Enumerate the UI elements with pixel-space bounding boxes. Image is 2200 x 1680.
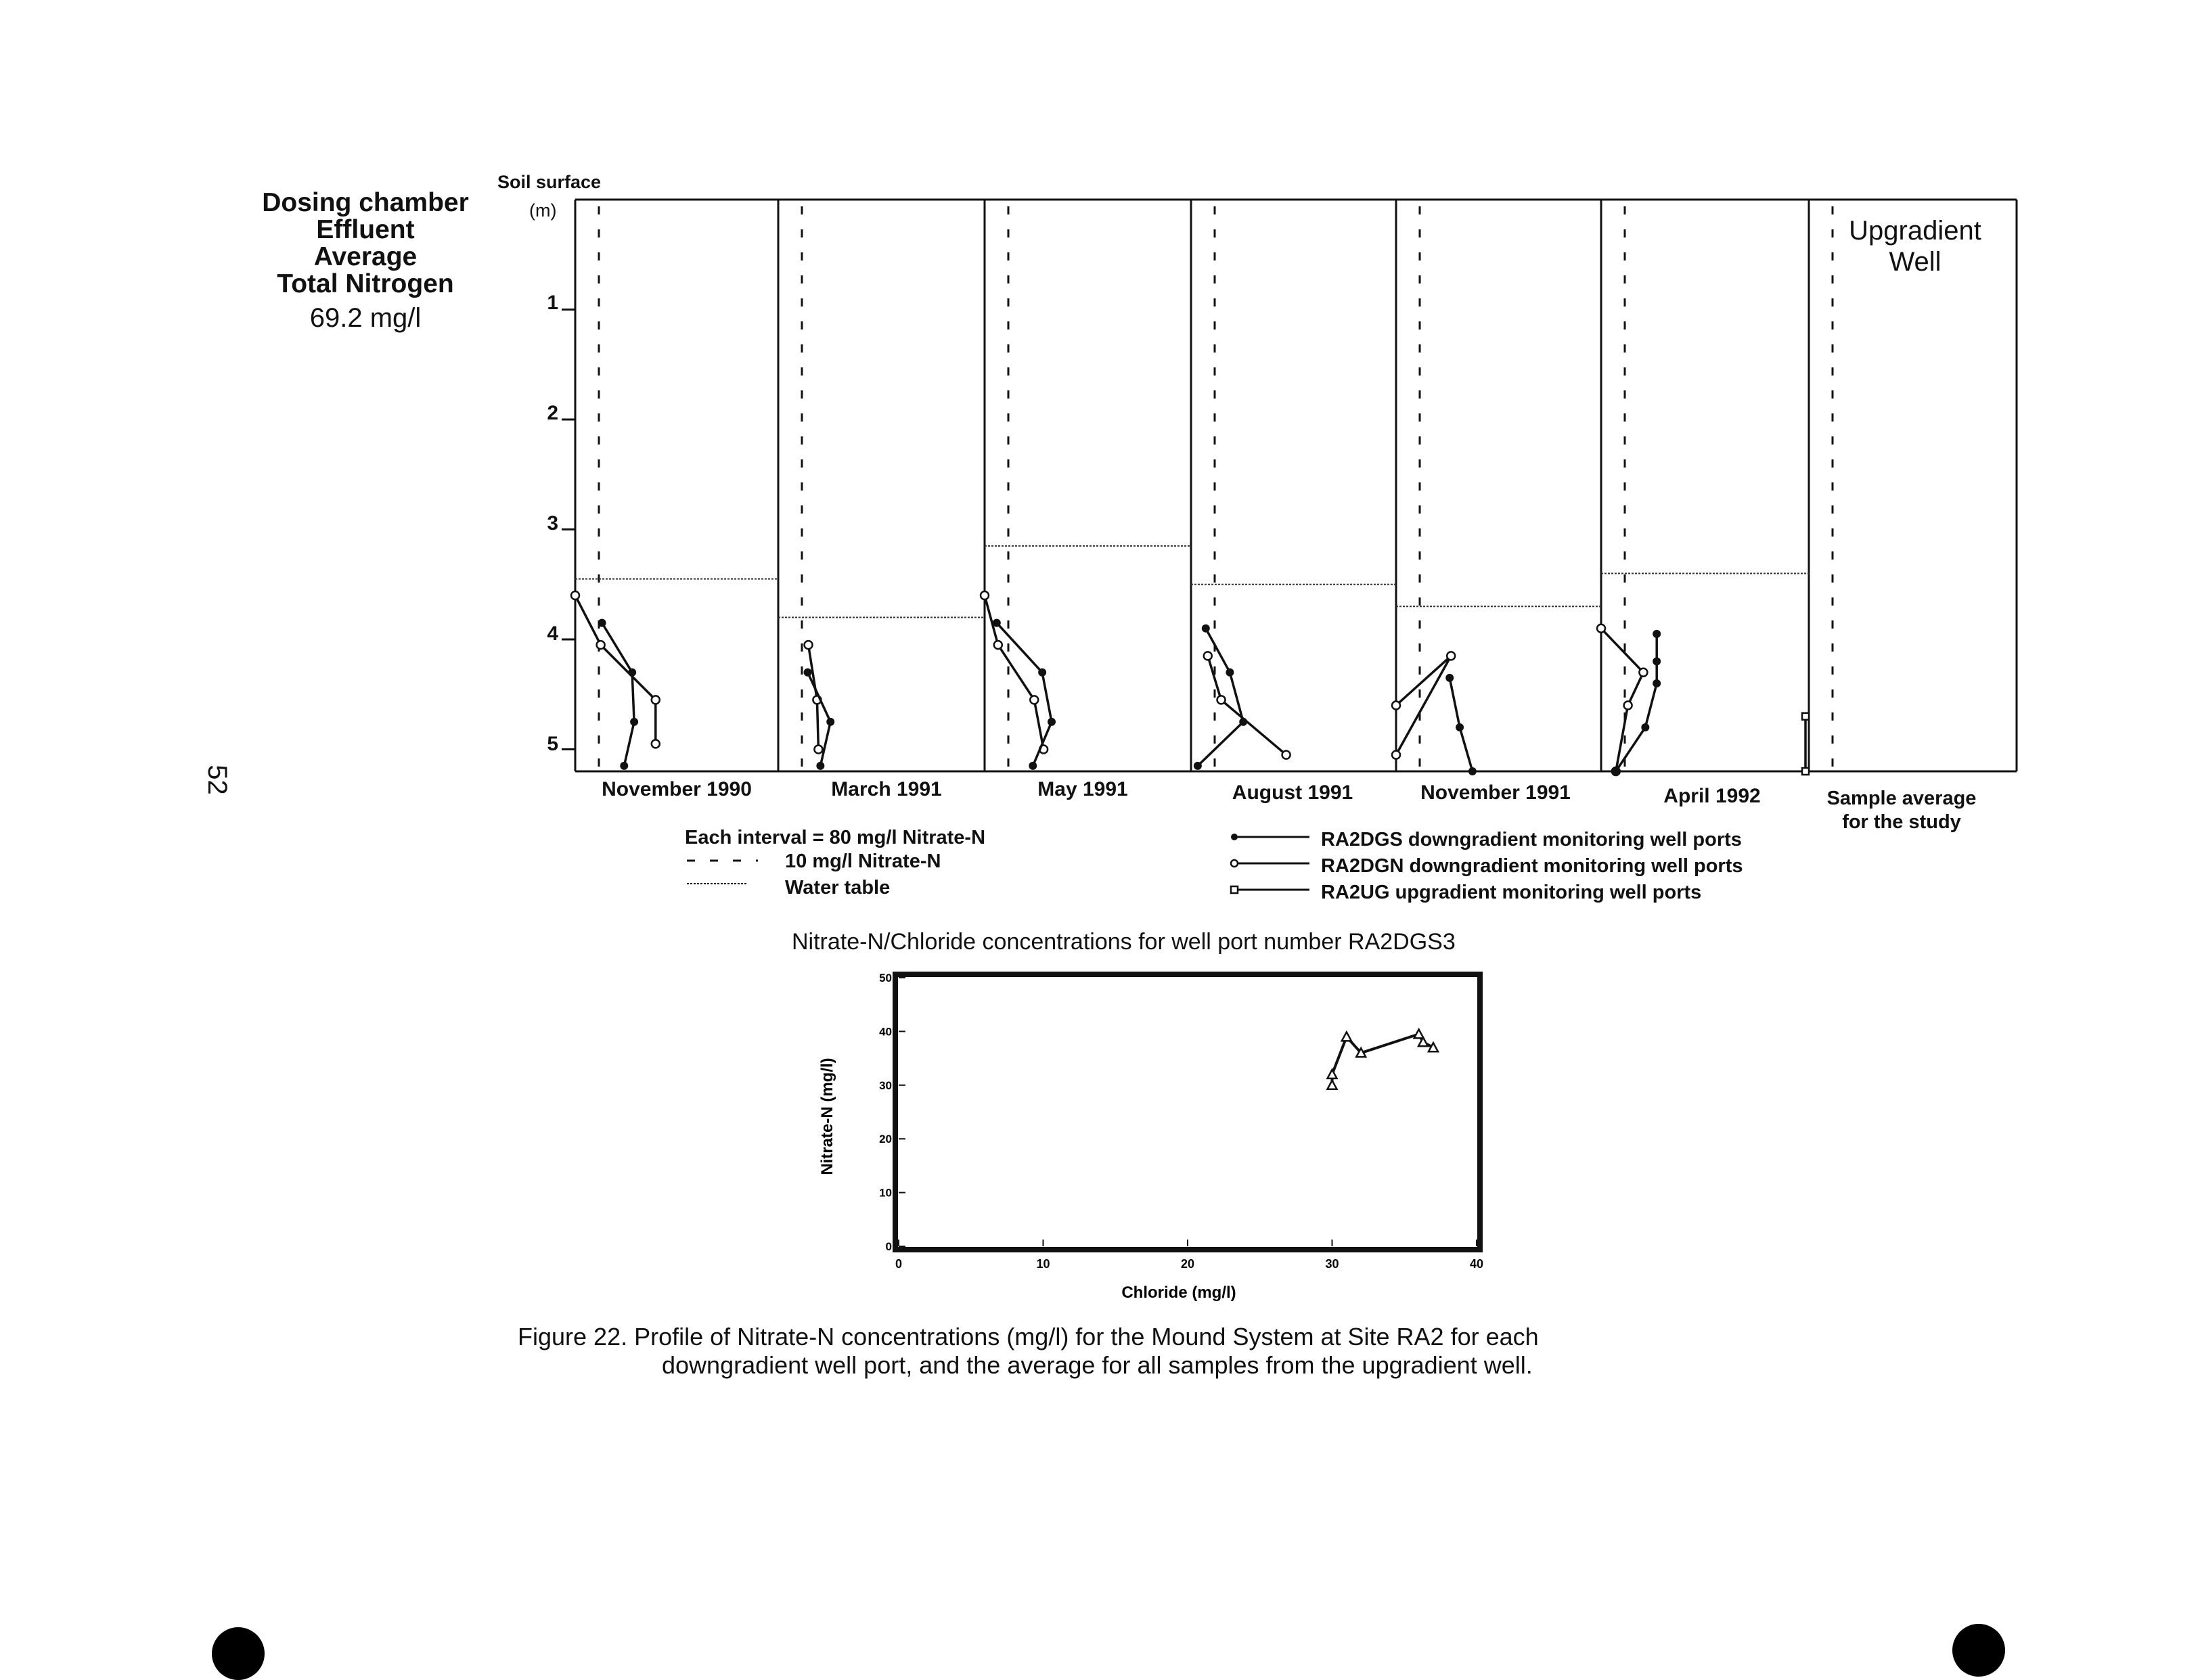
legend-marker-filled-circle [1231, 834, 1238, 840]
legend-interval: Each interval = 80 mg/l Nitrate-N [685, 827, 986, 848]
binder-hole [212, 1627, 265, 1680]
ra2dgn-point [814, 746, 822, 754]
ra2dgs-point [1202, 625, 1210, 633]
caption-line: downgradient well port, and the average for all samples from the upgradient well. [662, 1351, 1533, 1379]
dosing-line: Total Nitrogen [277, 269, 454, 298]
ra2ug-point [1802, 713, 1809, 720]
ra2dgn-line [1601, 629, 1643, 771]
ra2dgs-point [1194, 762, 1202, 770]
ra2dgs-point [1048, 718, 1056, 726]
x-tick-label: 20 [1180, 1257, 1195, 1271]
legend-dash-label: 10 mg/l Nitrate-N [785, 850, 941, 872]
legend-right-symbols [1225, 829, 1320, 910]
ra2dgs-point [804, 668, 812, 677]
ra2dgs-point [1239, 718, 1247, 726]
panel-label: November 1990 [602, 778, 752, 800]
data-point [1414, 1029, 1424, 1038]
ra2dgs-point [1653, 630, 1661, 638]
ra2dgn-point [1217, 696, 1226, 704]
x-tick-label: 40 [1469, 1257, 1484, 1271]
x-tick-label: 30 [1325, 1257, 1339, 1271]
ra2dgn-point [571, 591, 579, 599]
upgradient-line: Well [1889, 247, 1941, 277]
ra2dgn-point [1639, 668, 1647, 677]
ra2dgn-point [994, 641, 1002, 649]
sample-average-label [1807, 787, 1996, 834]
scatter-chart-title: Nitrate-N/Chloride concentrations for well port number RA2DGS3 [792, 929, 1456, 955]
ra2dgn-line [985, 595, 1043, 750]
legend-series-label: RA2UG upgradient monitoring well ports [1321, 882, 1702, 903]
legend-marker-open-circle [1231, 860, 1238, 867]
ra2dgn-line [575, 595, 656, 744]
ra2dgs-point [630, 718, 638, 726]
ra2dgs-line [1616, 634, 1657, 771]
panel-label: March 1991 [831, 778, 942, 800]
ra2dgn-line [1208, 656, 1286, 754]
soil-surface-label: Soil surface [497, 172, 602, 192]
ra2dgn-line [1396, 656, 1451, 754]
y-axis-label: Nitrate-N (mg/l) [818, 1058, 836, 1175]
ra2dgs-point [1445, 674, 1454, 682]
ra2dgs-point [1456, 723, 1464, 731]
ra2dgs-point [1612, 767, 1620, 775]
page-number: 52 [202, 765, 232, 795]
legend-water-label: Water table [785, 877, 891, 899]
depth-tick-label: 4 [547, 622, 558, 645]
legend-series-label: RA2DGN downgradient monitoring well ports [1321, 855, 1743, 877]
ra2dgn-point [1624, 702, 1632, 710]
ra2dgs-point [628, 668, 636, 677]
y-tick-label: 30 [879, 1079, 892, 1092]
sample-line: Sample average [1826, 788, 1977, 809]
ra2dgn-point [652, 696, 660, 704]
ra2dgn-point [652, 740, 660, 748]
data-point [1429, 1043, 1438, 1051]
ra2dgs-point [1653, 658, 1661, 666]
x-axis-label: Chloride (mg/l) [1121, 1284, 1236, 1302]
ra2dgn-point [597, 641, 605, 649]
data-point [1342, 1032, 1351, 1041]
ra2dgs-point [598, 619, 606, 627]
y-tick-label: 50 [879, 972, 892, 984]
y-tick-label: 20 [879, 1133, 892, 1146]
ra2dgn-point [1030, 696, 1038, 704]
ra2dgs-point [1029, 762, 1037, 770]
ra2dgs-point [1038, 668, 1046, 677]
legend-series-label: RA2DGS downgradient monitoring well ports [1321, 829, 1742, 850]
x-tick-label: 0 [895, 1257, 903, 1271]
legend-left-symbols [683, 853, 771, 893]
nitrate-chloride-chart [799, 961, 1509, 1313]
ra2dgs-point [620, 762, 628, 770]
data-point [1328, 1081, 1337, 1089]
ra2dgs-point [826, 718, 834, 726]
y-tick-label: 40 [879, 1025, 892, 1039]
ra2dgn-point [981, 591, 989, 599]
caption-line: Figure 22. Profile of Nitrate-N concentrations (mg/l) for the Mound System at Site RA2 for each [518, 1323, 1539, 1350]
y-tick-label: 10 [879, 1186, 892, 1200]
ra2dgs-line [602, 623, 635, 766]
ra2dgs-point [1226, 668, 1234, 677]
ra2dgn-point [1392, 702, 1400, 710]
figure-caption [518, 1323, 1539, 1380]
depth-tick-label: 2 [547, 402, 558, 424]
depth-unit-label: (m) [529, 200, 557, 221]
ra2dgs-point [816, 762, 824, 770]
upgradient-well-label [1827, 215, 2003, 277]
depth-tick-label: 3 [547, 512, 558, 535]
panel-label: November 1991 [1420, 781, 1571, 804]
sample-line: for the study [1842, 811, 1961, 833]
upgradient-line: Upgradient [1849, 216, 1981, 246]
depth-tick-label: 5 [547, 733, 558, 755]
ra2dgn-point [1392, 751, 1400, 759]
data-point [1328, 1070, 1337, 1079]
depth-tick-label: 1 [547, 292, 558, 314]
x-tick-label: 10 [1036, 1257, 1050, 1271]
ra2dgn-point [1204, 652, 1212, 660]
panel-label: August 1991 [1232, 781, 1353, 804]
ra2dgn-point [1282, 751, 1290, 759]
legend-marker-open-square [1231, 886, 1238, 893]
ra2ug-point [1802, 768, 1809, 775]
ra2dgs-point [1653, 679, 1661, 687]
binder-hole [1952, 1624, 2005, 1677]
y-tick-label: 0 [885, 1240, 892, 1253]
ra2dgn-point [805, 641, 813, 649]
panel-label: April 1992 [1663, 785, 1761, 807]
dosing-line: Dosing chamber [262, 188, 469, 217]
ra2dgs-point [993, 619, 1001, 627]
dosing-value: 69.2 mg/l [309, 303, 422, 333]
dosing-line: Average [313, 242, 418, 271]
dosing-line: Effluent [316, 215, 415, 244]
ra2dgn-point [1597, 625, 1605, 633]
ra2dgs-point [1641, 723, 1649, 731]
data-line [1332, 1034, 1434, 1085]
ra2dgn-point [1447, 652, 1455, 660]
ra2dgs-point [1468, 767, 1477, 775]
panel-label: May 1991 [1037, 778, 1128, 800]
plot-frame [895, 974, 1480, 1250]
